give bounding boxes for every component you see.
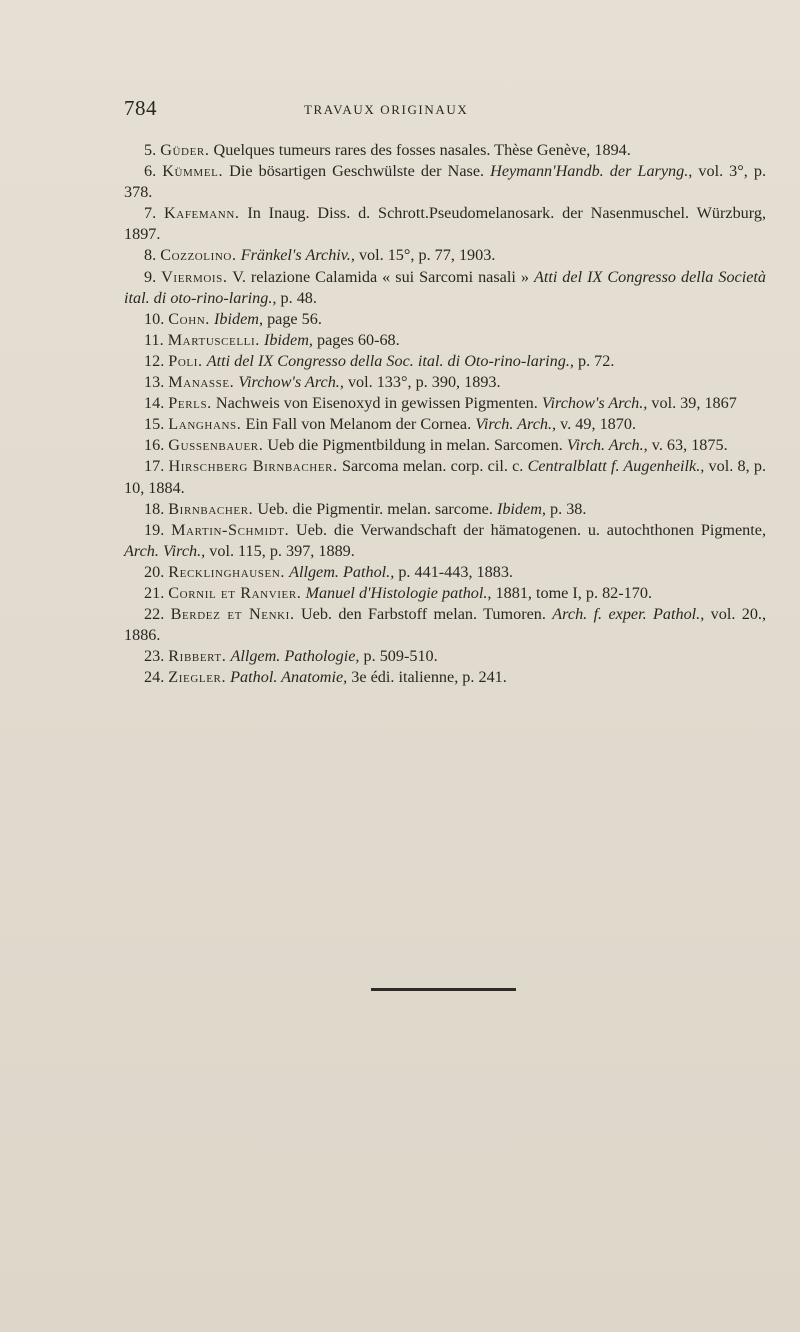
reference-number: 15. — [144, 415, 165, 434]
reference-author: Kümmel. — [162, 162, 224, 181]
reference-entry — [124, 267, 766, 309]
reference-number: 16. — [144, 436, 165, 455]
reference-number: 13. — [144, 373, 165, 392]
reference-entry — [124, 372, 766, 393]
reference-source: Virch. Arch., — [475, 415, 557, 434]
reference-entry — [124, 393, 766, 414]
reference-author: Langhans. — [168, 415, 242, 434]
reference-number: 7. — [144, 204, 157, 223]
reference-source: Centralblatt f. Augenheilk., — [527, 457, 705, 476]
reference-number: 9. — [144, 267, 157, 286]
reference-list — [124, 140, 766, 688]
reference-text: Ueb. den Farbstoff melan. Tumoren. — [294, 605, 553, 624]
reference-author: Viermois. — [161, 267, 228, 286]
reference-source: Fränkel's Archiv., — [240, 246, 355, 265]
reference-author: Recklinghausen. — [168, 562, 286, 581]
reference-number: 10. — [144, 309, 165, 328]
reference-entry — [124, 520, 766, 562]
reference-details: vol. 15°, p. 77, 1903. — [354, 246, 496, 265]
reference-author: Kafemann. — [163, 204, 240, 223]
reference-details: pages 60-68. — [312, 330, 400, 349]
reference-source: Arch. Virch., — [124, 541, 206, 560]
reference-number: 14. — [144, 394, 165, 413]
reference-details: p. 38. — [545, 499, 587, 518]
reference-author: Berdez et Nenki. — [170, 605, 295, 624]
reference-number: 17. — [144, 457, 165, 476]
reference-text: Nachweis von Eisenoxyd in gewissen Pigmenten. — [211, 394, 542, 413]
reference-text: V. relazione Calamida « sui Sarcomi nasali » — [227, 267, 534, 286]
reference-author: Poli. — [168, 351, 203, 370]
reference-number: 5. — [144, 141, 157, 159]
reference-source: Ibidem, — [263, 330, 313, 349]
reference-source: Allgem. Pathologie, — [230, 647, 360, 666]
reference-details: vol. 133°, p. 390, 1893. — [343, 373, 501, 392]
reference-author: Perls. — [168, 394, 212, 413]
reference-source: Arch. f. exper. Pathol., — [552, 605, 705, 624]
reference-entry — [124, 203, 766, 245]
reference-entry — [124, 435, 766, 456]
reference-number: 6. — [144, 162, 157, 181]
reference-details: p. 441-443, 1883. — [394, 562, 513, 581]
reference-author: Manasse. — [168, 373, 235, 392]
reference-author: Ribbert. — [168, 647, 227, 666]
reference-details: vol. 20., 1886. — [124, 605, 767, 645]
reference-source: Atti del IX Congresso della Soc. ital. di Oto-rino-laring., — [206, 351, 574, 370]
reference-entry — [124, 604, 766, 646]
reference-details: page 56. — [263, 309, 322, 328]
reference-source: Virch. Arch., — [566, 436, 648, 455]
reference-number: 20. — [144, 562, 165, 581]
page-number: 784 — [124, 96, 157, 120]
section-divider — [371, 988, 516, 991]
reference-entry — [124, 245, 766, 266]
reference-details: 3e édi. italienne, p. 241. — [347, 668, 507, 687]
reference-text: Ueb die Pigmentbildung in melan. Sarcomen. — [263, 436, 567, 455]
reference-details: vol. 8, p. 10, 1884. — [124, 457, 767, 497]
reference-number: 22. — [144, 605, 165, 624]
reference-author: Güder. — [160, 141, 210, 159]
reference-text: Quelques tumeurs rares des fosses nasales. Thèse Genève, 1894. — [209, 141, 631, 159]
reference-details: v. 63, 1875. — [647, 436, 728, 455]
reference-source: Virchow's Arch., — [238, 373, 344, 392]
reference-text: Sarcoma melan. corp. cil. c. — [337, 457, 528, 476]
reference-entry — [124, 309, 766, 330]
reference-number: 19. — [144, 520, 165, 539]
reference-author: Ziegler. — [168, 668, 227, 687]
reference-entry — [124, 161, 766, 203]
reference-author: Gussenbauer. — [168, 436, 264, 455]
reference-details: p. 509-510. — [359, 647, 438, 666]
reference-details: v. 49, 1870. — [556, 415, 636, 434]
reference-details: vol. 39, 1867 — [647, 394, 737, 413]
reference-author: Cohn. — [168, 309, 210, 328]
reference-source: Virchow's Arch., — [541, 394, 648, 413]
page-header — [124, 96, 764, 128]
reference-number: 24. — [144, 668, 165, 687]
reference-source: Pathol. Anatomie, — [230, 668, 348, 687]
reference-number: 8. — [144, 246, 157, 265]
reference-entry — [124, 562, 766, 583]
reference-source: Atti del IX Congresso della Società ital. di oto-rino-laring., — [124, 267, 767, 307]
reference-number: 23. — [144, 647, 165, 666]
reference-author: Hirschberg Birnbacher. — [168, 457, 338, 476]
reference-author: Martuscelli. — [167, 330, 260, 349]
reference-entry — [124, 583, 766, 604]
reference-text: Ueb. die Verwandschaft der hämatogenen. u. autochthonen Pigmente, — [289, 520, 767, 539]
reference-source: Manuel d'Histologie pathol., — [305, 583, 492, 602]
running-head: TRAVAUX ORIGINAUX — [304, 102, 469, 117]
reference-author: Cozzolino. — [160, 246, 237, 265]
reference-source: Heymann'Handb. der Laryng., — [490, 162, 693, 181]
reference-entry — [124, 351, 766, 372]
reference-source: Ibidem, — [214, 309, 264, 328]
reference-number: 12. — [144, 351, 165, 370]
reference-number: 21. — [144, 583, 165, 602]
reference-entry — [124, 499, 766, 520]
reference-entry — [124, 414, 766, 435]
reference-number: 11. — [144, 330, 164, 349]
reference-entry — [124, 140, 766, 161]
reference-entry — [124, 330, 766, 351]
reference-details: p. 48. — [276, 288, 317, 307]
reference-text: Ueb. die Pigmentir. melan. sarcome. — [253, 499, 497, 518]
reference-details: vol. 3°, p. 378. — [124, 162, 767, 202]
reference-details: vol. 115, p. 397, 1889. — [205, 541, 355, 560]
reference-text: Die bösartigen Geschwülste der Nase. — [223, 162, 491, 181]
reference-author: Martin-Schmidt. — [171, 520, 290, 539]
reference-number: 18. — [144, 499, 165, 518]
reference-text: In Inaug. Diss. d. Schrott.Pseudomelanosark. der Nasenmuschel. Würzburg, 1897. — [124, 204, 767, 244]
reference-author: Cornil et Ranvier. — [168, 583, 302, 602]
reference-entry — [124, 646, 766, 667]
reference-source: Allgem. Pathol., — [289, 562, 395, 581]
reference-entry — [124, 667, 766, 688]
reference-entry — [124, 456, 766, 498]
reference-details: p. 72. — [573, 351, 615, 370]
reference-author: Birnbacher. — [168, 499, 254, 518]
reference-source: Ibidem, — [496, 499, 546, 518]
reference-details: 1881, tome I, p. 82-170. — [491, 583, 652, 602]
reference-text: Ein Fall von Melanom der Cornea. — [241, 415, 476, 434]
